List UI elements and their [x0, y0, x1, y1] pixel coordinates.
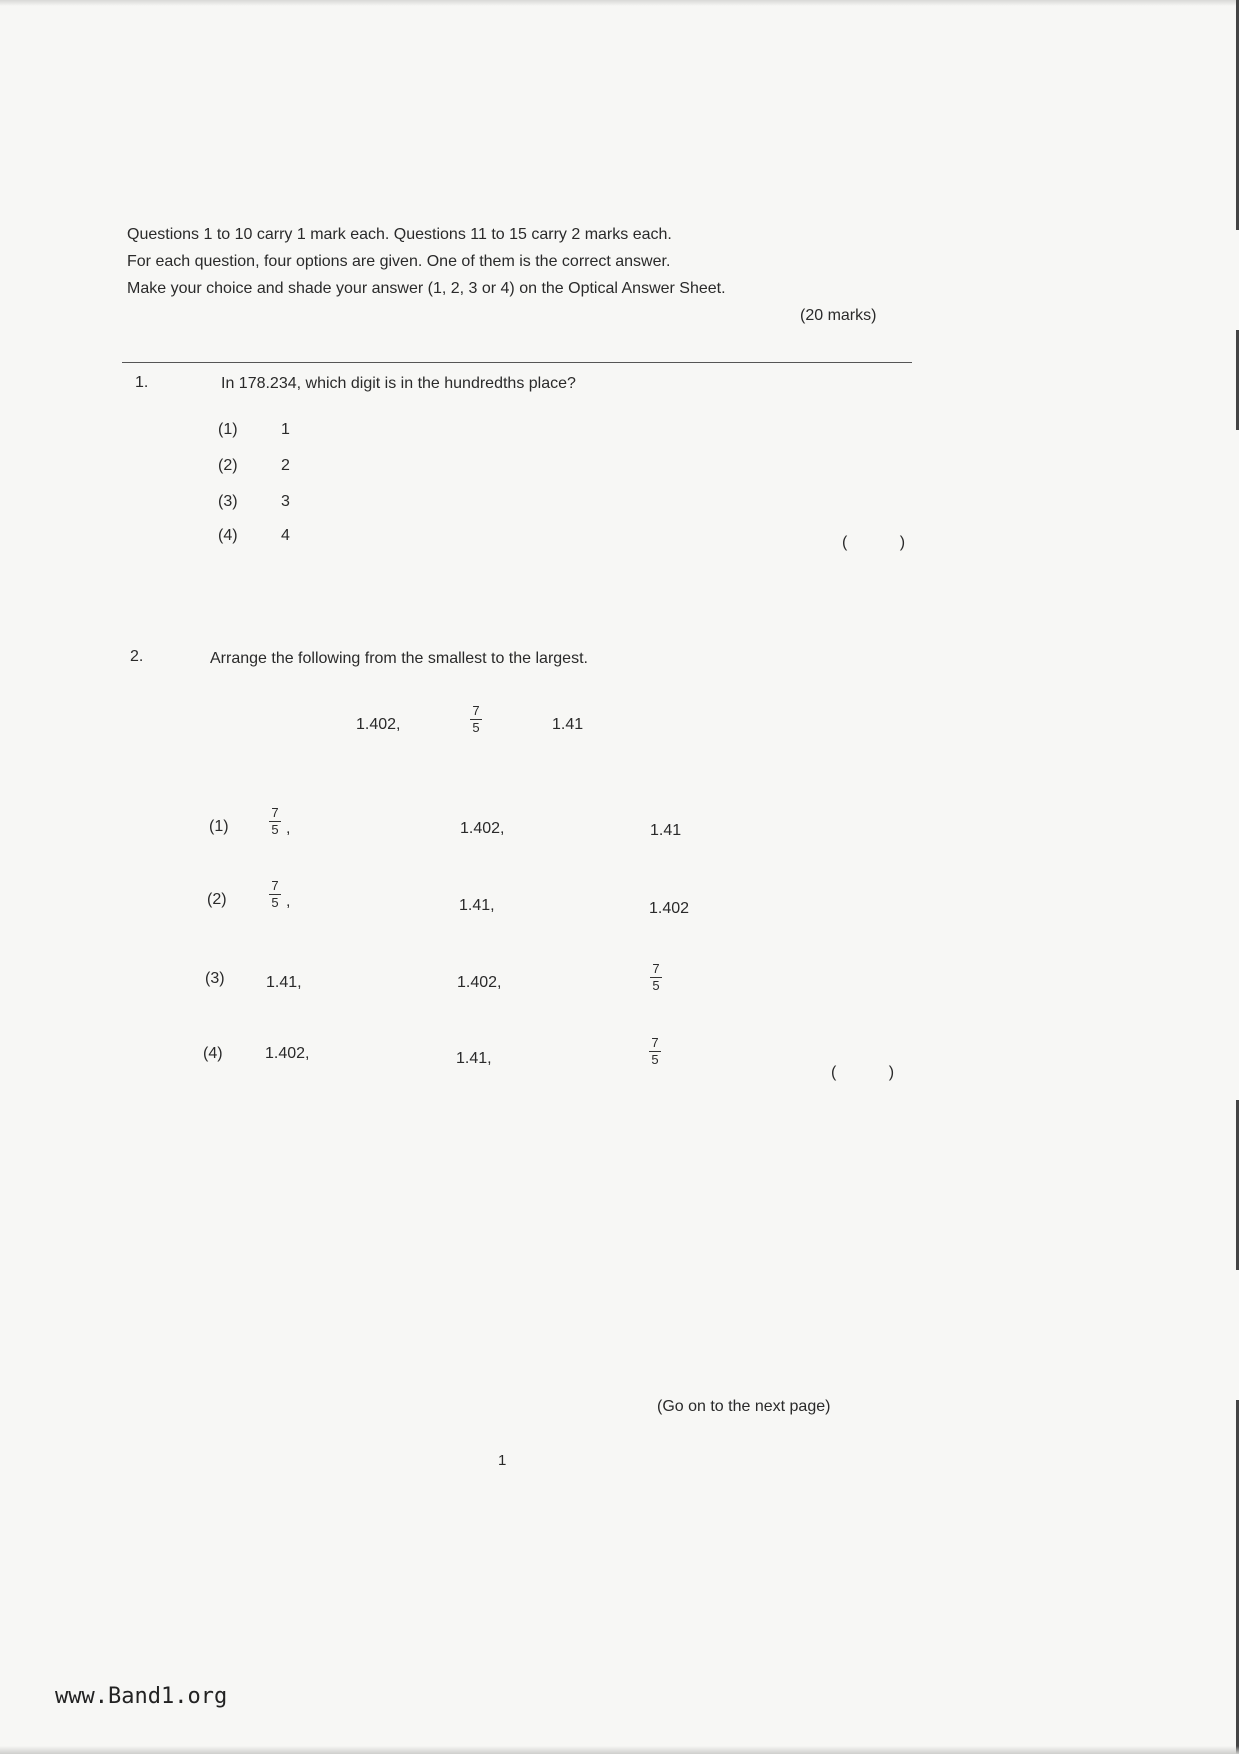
comma: , [286, 893, 291, 910]
fraction-numerator: 7 [271, 878, 279, 893]
answer-bracket[interactable]: ( ) [831, 1064, 919, 1081]
instruction-line-1: Questions 1 to 10 carry 1 mark each. Questions 11 to 15 carry 2 marks each. [127, 226, 672, 243]
fraction-denominator: 5 [652, 978, 660, 993]
option-third: 1.402 [649, 900, 690, 917]
option-value: 1 [281, 421, 290, 438]
option-label: (2) [207, 891, 227, 908]
fraction-numerator: 7 [651, 1035, 659, 1050]
instructions [127, 221, 910, 302]
option-fraction [649, 1036, 661, 1067]
section-marks: (20 marks) [800, 307, 877, 324]
fraction-numerator: 7 [652, 961, 660, 976]
given-decimal: 1.41 [552, 716, 584, 733]
option-label: (3) [205, 970, 225, 987]
instruction-line-2: For each question, four options are given. One of them is the correct answer. [127, 253, 671, 270]
fraction-denominator: 5 [271, 895, 279, 910]
option-second: 1.402, [460, 820, 505, 837]
fraction-denominator: 5 [472, 720, 480, 735]
go-to-next-page-note: (Go on to the next page) [657, 1398, 831, 1415]
option-first: 1.41, [266, 974, 302, 991]
option-label: (4) [218, 527, 238, 544]
option-second: 1.402, [457, 974, 502, 991]
option-label: (1) [209, 818, 229, 835]
scan-edge-bottom [0, 1746, 1239, 1754]
given-fraction [470, 704, 482, 735]
page-number: 1 [498, 1452, 507, 1469]
option-label: (1) [218, 421, 238, 438]
fraction-denominator: 5 [271, 822, 279, 837]
option-second: 1.41, [459, 897, 495, 914]
scan-edge-top [0, 0, 1239, 6]
question-number: 1. [135, 374, 149, 391]
option-value: 2 [281, 457, 290, 474]
answer-bracket[interactable]: ( ) [842, 534, 930, 551]
option-second: 1.41, [456, 1050, 492, 1067]
comma: , [286, 820, 291, 837]
fraction-denominator: 5 [651, 1052, 659, 1067]
option-label: (4) [203, 1045, 223, 1062]
question-text: Arrange the following from the smallest to the largest. [210, 650, 588, 667]
option-third: 1.41 [650, 822, 682, 839]
option-fraction [650, 962, 662, 993]
option-value: 3 [281, 493, 290, 510]
watermark: www.Band1.org [55, 1684, 228, 1709]
option-first: 1.402, [265, 1045, 310, 1062]
option-label: (2) [218, 457, 238, 474]
given-decimal: 1.402, [356, 716, 401, 733]
fraction-numerator: 7 [271, 805, 279, 820]
question-number: 2. [130, 648, 144, 665]
instruction-line-3: Make your choice and shade your answer (1, 2, 3 or 4) on the Optical Answer Sheet. [127, 280, 726, 297]
question-text: In 178.234, which digit is in the hundredths place? [221, 375, 576, 392]
section-divider [122, 362, 912, 363]
fraction-numerator: 7 [472, 703, 480, 718]
option-fraction [269, 806, 281, 837]
option-value: 4 [281, 527, 290, 544]
option-fraction [269, 879, 281, 910]
option-label: (3) [218, 493, 238, 510]
